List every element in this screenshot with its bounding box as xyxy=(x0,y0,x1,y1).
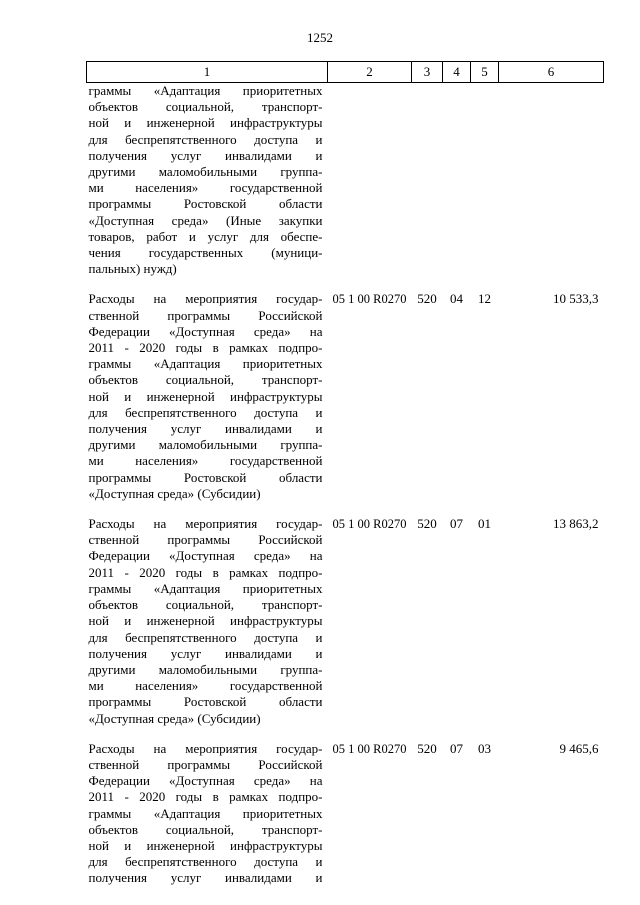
description-line: Федерации «Доступная среда» на xyxy=(88,773,323,789)
description-line: программы Ростовской области xyxy=(88,196,323,212)
description-line: «Доступная среда» (Субсидии) xyxy=(88,485,261,501)
description-line: 2011 - 2020 годы в рамках подпро- xyxy=(88,789,323,805)
description-line: программы Ростовской области xyxy=(88,469,323,485)
table-row xyxy=(87,741,604,901)
description-line: другими маломобильными группа- xyxy=(88,661,323,677)
description-line: ной и инженерной инфраструктуры xyxy=(88,115,323,131)
description-line: граммы «Адаптация приоритетных xyxy=(88,580,323,596)
description-line: объектов социальной, транспорт- xyxy=(88,821,323,837)
amount-value xyxy=(499,83,604,292)
description-line: граммы «Адаптация приоритетных xyxy=(88,356,323,372)
description-line: ной и инженерной инфраструктуры xyxy=(88,388,323,404)
row-description xyxy=(87,741,328,901)
description-line: получения услуг инвалидами и xyxy=(88,645,323,661)
description-line: программы Ростовской области xyxy=(88,694,323,710)
description-line: Федерации «Доступная среда» на xyxy=(88,548,323,564)
description-line: граммы «Адаптация приоритетных xyxy=(88,83,323,98)
description-line: чения государственных (муници- xyxy=(88,245,323,261)
description-line: получения услуг инвалидами и xyxy=(88,147,323,163)
description-line: товаров, работ и услуг для обеспе- xyxy=(88,228,323,244)
page-number: 1252 xyxy=(307,30,333,45)
description-line: другими маломобильными группа- xyxy=(88,164,323,180)
description-line: получения услуг инвалидами и xyxy=(88,421,323,437)
column-header: 6 xyxy=(499,62,604,83)
expense-type-code: 520 xyxy=(417,740,437,756)
description-line: ственной программы Российской xyxy=(88,756,323,772)
section-code xyxy=(443,83,471,292)
description-line: ной и инженерной инфраструктуры xyxy=(88,613,323,629)
description-line: для беспрепятственного доступа и xyxy=(88,854,323,870)
description-line: пальных) нужд) xyxy=(88,261,177,277)
description-line: объектов социальной, транспорт- xyxy=(88,372,323,388)
column-header: 2 xyxy=(328,62,412,83)
table-row xyxy=(87,516,604,741)
column-header: 3 xyxy=(412,62,443,83)
description-line: ственной программы Российской xyxy=(88,307,323,323)
description-line: другими маломобильными группа- xyxy=(88,437,323,453)
subsection-code: 12 xyxy=(478,291,491,307)
row-description xyxy=(87,516,328,741)
subsection-code: 01 xyxy=(478,516,491,532)
column-header: 4 xyxy=(443,62,471,83)
description-line: «Доступная среда» (Иные закупки xyxy=(88,212,323,228)
description-line: объектов социальной, транспорт- xyxy=(88,99,323,115)
description-line: ной и инженерной инфраструктуры xyxy=(88,837,323,853)
header-row xyxy=(87,62,604,83)
description-line: ственной программы Российской xyxy=(88,532,323,548)
description-line: для беспрепятственного доступа и xyxy=(88,629,323,645)
subsection-code xyxy=(471,83,499,292)
description-line: ми населения» государственной xyxy=(88,180,323,196)
amount-value: 10 533,3 xyxy=(553,291,599,307)
target-article-code: 05 1 00 R0270 xyxy=(332,517,407,532)
description-line: для беспрепятственного доступа и xyxy=(88,131,323,147)
target-article-code: 05 1 00 R0270 xyxy=(332,741,407,756)
target-article-code xyxy=(328,83,412,292)
description-line: получения услуг инвалидами и xyxy=(88,870,323,886)
section-code: 07 xyxy=(450,516,463,532)
description-line: 2011 - 2020 годы в рамках подпро- xyxy=(88,564,323,580)
budget-table xyxy=(86,61,604,901)
amount-value: 9 465,6 xyxy=(559,740,599,756)
section-code: 07 xyxy=(450,740,463,756)
description-line: 2011 - 2020 годы в рамках подпро- xyxy=(88,340,323,356)
description-line: Расходы на мероприятия государ- xyxy=(88,516,323,532)
table-row xyxy=(87,291,604,516)
description-line: Федерации «Доступная среда» на xyxy=(88,323,323,339)
description-line: Расходы на мероприятия государ- xyxy=(88,740,323,756)
section-code: 04 xyxy=(450,291,463,307)
description-line: объектов социальной, транспорт- xyxy=(88,597,323,613)
table-row xyxy=(87,83,604,292)
description-line: для беспрепятственного доступа и xyxy=(88,404,323,420)
amount-value: 13 863,2 xyxy=(553,516,599,532)
row-description xyxy=(87,83,328,292)
description-line: «Доступная среда» (Субсидии) xyxy=(88,710,261,726)
description-line: граммы «Адаптация приоритетных xyxy=(88,805,323,821)
column-header: 1 xyxy=(87,62,328,83)
subsection-code: 03 xyxy=(478,740,491,756)
target-article-code: 05 1 00 R0270 xyxy=(332,292,407,307)
description-line: ми населения» государственной xyxy=(88,453,323,469)
expense-type-code: 520 xyxy=(417,516,437,532)
column-header: 5 xyxy=(471,62,499,83)
expense-type-code: 520 xyxy=(417,291,437,307)
description-line: ми населения» государственной xyxy=(88,678,323,694)
description-line: Расходы на мероприятия государ- xyxy=(88,291,323,307)
expense-type-code xyxy=(412,83,443,292)
row-description xyxy=(87,291,328,516)
